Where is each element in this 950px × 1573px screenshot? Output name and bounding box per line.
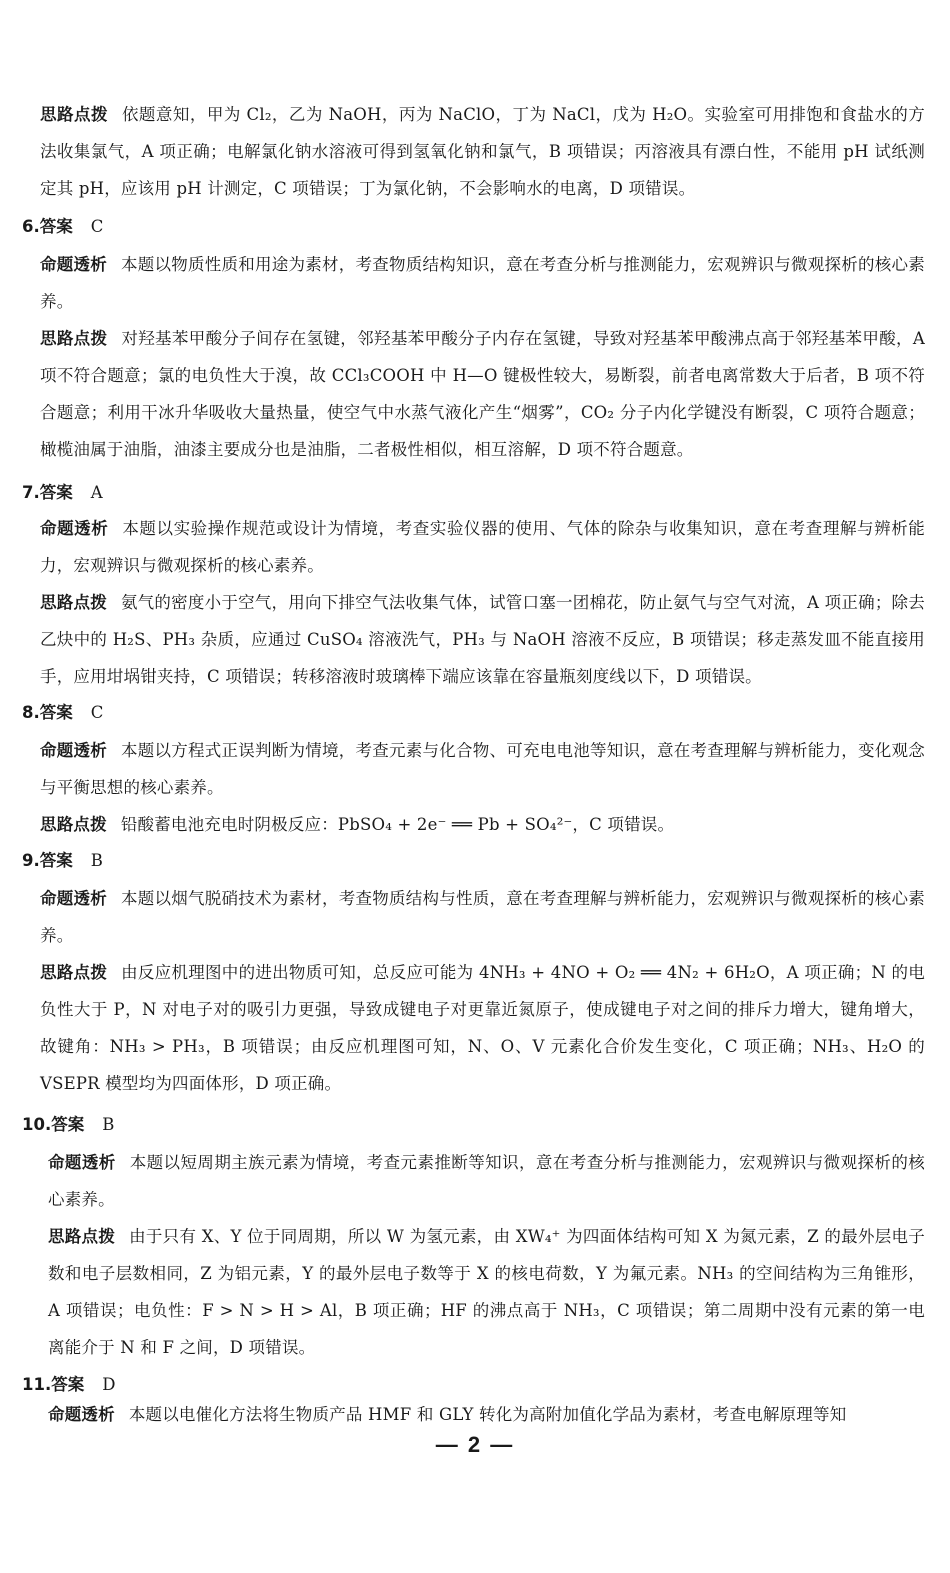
question-6-answer bbox=[22, 212, 103, 242]
intent-label: 命题透析 bbox=[40, 889, 108, 908]
question-number: 10. bbox=[22, 1115, 52, 1134]
page-number: — 2 — bbox=[435, 1432, 515, 1457]
question-number: 11. bbox=[22, 1375, 52, 1394]
question-8-intent bbox=[40, 732, 925, 806]
question-number: 9. bbox=[22, 851, 40, 870]
intent-text: 本题以物质性质和用途为素材，考查物质结构知识，意在考查分析与推测能力，宏观辨识与微观探析的核心素养。 bbox=[40, 255, 925, 311]
analysis-text: 由反应机理图中的进出物质可知，总反应可能为 4NH₃ + 4NO + O₂ ══ 4N₂ + 6H₂O，A 项正确；N 的电负性大于 P，N 对电子对的吸引力更强，导致成键电子对更靠近氮原子，使成键电子对之间的排斥力增大，键角增大，故键角：NH₃ > PH₃，B 项错误；由反应机理图可知，N、O、V 元素化合价发生变化，C 项正确；NH₃、H₂O 的 VSEPR 模型均为四面体形，D 项正确。 bbox=[40, 963, 925, 1093]
intent-text: 本题以短周期主族元素为情境，考查元素推断等知识，意在考查分析与推测能力，宏观辨识与微观探析的核心素养。 bbox=[48, 1153, 925, 1209]
question-8-analysis bbox=[40, 806, 925, 843]
analysis-label: 思路点拨 bbox=[40, 963, 108, 982]
intent-label: 命题透析 bbox=[40, 519, 109, 538]
analysis-label: 思路点拨 bbox=[48, 1227, 116, 1246]
analysis-text: 氨气的密度小于空气，用向下排空气法收集气体，试管口塞一团棉花，防止氨气与空气对流，A 项正确；除去乙炔中的 H₂S、PH₃ 杂质，应通过 CuSO₄ 溶液洗气，PH₃ 与 NaOH 溶液不反应，B 项错误；移走蒸发皿不能直接用手，应用坩埚钳夹持，C 项错误；转移溶液时玻璃棒下端应该靠在容量瓶刻度线以下，D 项错误。 bbox=[40, 593, 925, 686]
question-7-answer bbox=[22, 478, 103, 508]
question-6-analysis bbox=[40, 320, 925, 468]
intent-text: 本题以电催化方法将生物质产品 HMF 和 GLY 转化为高附加值化学品为素材，考查电解原理等知 bbox=[128, 1405, 847, 1424]
answer-value: C bbox=[90, 217, 104, 236]
intent-label: 命题透析 bbox=[40, 741, 108, 760]
intent-label: 命题透析 bbox=[48, 1153, 116, 1172]
question-number: 8. bbox=[22, 703, 40, 722]
intent-label: 命题透析 bbox=[40, 255, 108, 274]
question-7-intent bbox=[40, 510, 925, 584]
answer-value: C bbox=[90, 703, 104, 722]
intro-analysis-paragraph bbox=[40, 96, 925, 207]
answer-label: 答案 bbox=[39, 703, 73, 722]
answer-value: B bbox=[102, 1115, 115, 1134]
question-11-intent bbox=[48, 1396, 925, 1433]
analysis-label: 思路点拨 bbox=[40, 815, 107, 834]
analysis-text: 对羟基苯甲酸分子间存在氢键，邻羟基苯甲酸分子内存在氢键，导致对羟基苯甲酸沸点高于邻羟基苯甲酸，A 项不符合题意；氯的电负性大于溴，故 CCl₃COOH 中 H—O 键极性较大，易断裂，前者电离常数大于后者，B 项不符合题意；利用干冰升华吸收大量热量，使空气中水蒸气液化产生“烟雾”，CO₂ 分子内化学键没有断裂，C 项符合题意；橄榄油属于油脂，油漆主要成分也是油脂，二者极性相似，相互溶解，D 项不符合题意。 bbox=[40, 329, 925, 459]
question-6-intent bbox=[40, 246, 925, 320]
intent-text: 本题以方程式正误判断为情境，考查元素与化合物、可充电电池等知识，意在考查理解与辨析能力，变化观念与平衡思想的核心素养。 bbox=[40, 741, 925, 797]
question-9-analysis bbox=[40, 954, 925, 1102]
intent-label: 命题透析 bbox=[48, 1405, 115, 1424]
question-8-answer bbox=[22, 698, 103, 728]
answer-label: 答案 bbox=[39, 851, 73, 870]
question-number: 6. bbox=[22, 217, 40, 236]
analysis-text: 铅酸蓄电池充电时阴极反应：PbSO₄ + 2e⁻ ══ Pb + SO₄²⁻，C 项错误。 bbox=[120, 815, 675, 834]
question-7-analysis bbox=[40, 584, 925, 695]
analysis-label: 思路点拨 bbox=[40, 105, 108, 124]
analysis-label: 思路点拨 bbox=[40, 329, 108, 348]
question-10-analysis bbox=[48, 1218, 925, 1366]
answer-label: 答案 bbox=[51, 1375, 85, 1394]
analysis-text: 依题意知，甲为 Cl₂，乙为 NaOH，丙为 NaClO，丁为 NaCl，戊为 H₂O。实验室可用排饱和食盐水的方法收集氯气，A 项正确；电解氯化钠水溶液可得到氢氧化钠和氯气，B 项错误；丙溶液具有漂白性，不能用 pH 试纸测定其 pH，应该用 pH 计测定，C 项错误；丁为氯化钠，不会影响水的电离，D 项错误。 bbox=[40, 105, 925, 198]
question-9-intent bbox=[40, 880, 925, 954]
intent-text: 本题以实验操作规范或设计为情境，考查实验仪器的使用、气体的除杂与收集知识，意在考查理解与辨析能力，宏观辨识与微观探析的核心素养。 bbox=[40, 519, 925, 575]
answer-label: 答案 bbox=[51, 1115, 85, 1134]
answer-value: D bbox=[102, 1375, 116, 1394]
analysis-text: 由于只有 X、Y 位于同周期，所以 W 为氢元素，由 XW₄⁺ 为四面体结构可知 X 为氮元素，Z 的最外层电子数和电子层数相同，Z 为铝元素，Y 的最外层电子数等于 X 的核电荷数，Y 为氟元素。NH₃ 的空间结构为三角锥形，A 项错误；电负性：F > N > H > Al，B 项正确；HF 的沸点高于 NH₃，C 项错误；第二周期中没有元素的第一电离能介于 N 和 F 之间，D 项错误。 bbox=[48, 1227, 925, 1357]
analysis-label: 思路点拨 bbox=[40, 593, 107, 612]
intent-text: 本题以烟气脱硝技术为素材，考查物质结构与性质，意在考查理解与辨析能力，宏观辨识与微观探析的核心素养。 bbox=[40, 889, 925, 945]
answer-value: A bbox=[90, 483, 103, 502]
answer-value: B bbox=[90, 851, 103, 870]
question-10-answer bbox=[22, 1110, 114, 1140]
question-10-intent bbox=[48, 1144, 925, 1218]
answer-label: 答案 bbox=[39, 483, 73, 502]
question-number: 7. bbox=[22, 483, 40, 502]
question-9-answer bbox=[22, 846, 103, 876]
answer-label: 答案 bbox=[39, 217, 73, 236]
